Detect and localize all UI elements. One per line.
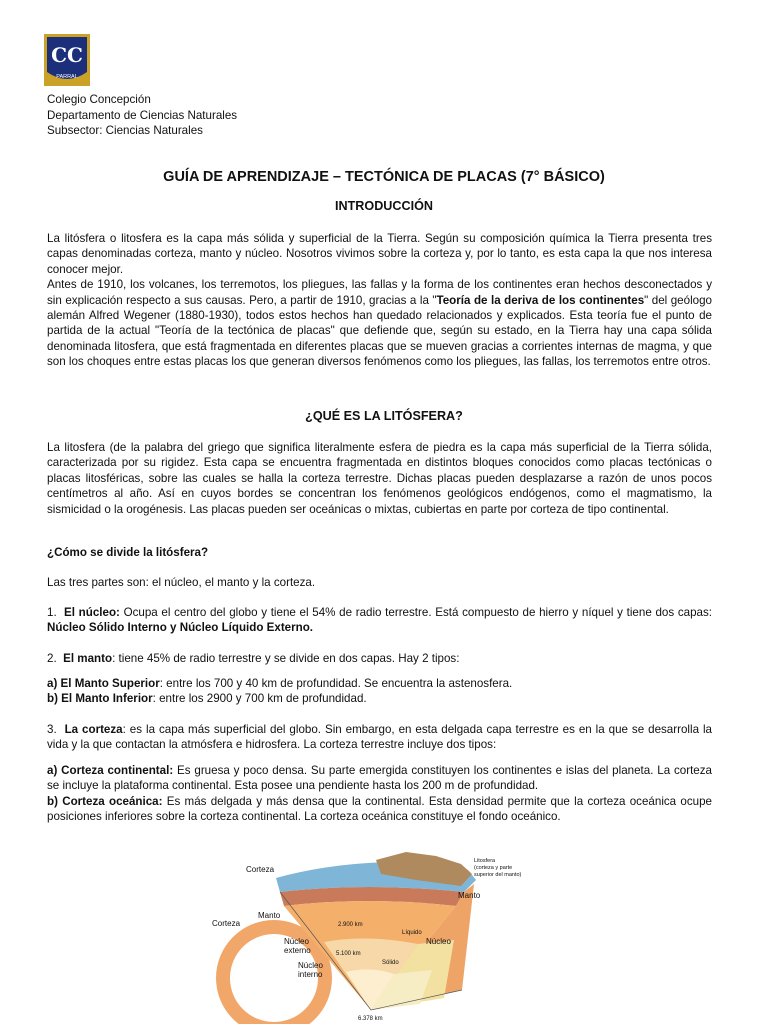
label-nucleo-externo-2: externo	[284, 946, 311, 955]
item-number: 3.	[47, 723, 57, 736]
logo-caption: PARRAL	[56, 74, 78, 80]
intro-p2-c: " del geólogo alemán Alfred Wegener (1880-1930), todos estos hechos han quedado relacionados y explicados. Esta teoría fue el punto de partida de la actual "Teoría de la tectónica de placas" que defiende que, según su estado, en la Tierra hay una capa sólida denominada litosfera, que está fragmentada en diferentes placas que se mueven gracias a corrientes internas de magma, y que son los choques entre estas placas los que generan diversos fenómenos como los pliegues, las fallas, los terremotos entre otros.	[47, 293, 712, 369]
intro-paragraph-2	[47, 277, 712, 369]
manto-item	[47, 651, 712, 666]
manto-text: : tiene 45% de radio terrestre y se divide en dos capas. Hay 2 tipos:	[112, 652, 460, 665]
litosfera-definition: La litosfera (de la palabra del griego que significa literalmente esfera de piedra es la capa más superficial de la Tierra sólida, caracterizada por su rigidez. Esta capa se encuentra fragmentada en distintos bloques conocidos como placas tectónicas o placas litosféricas, sobre las cuales se halla la corteza terrestre. Dichas placas pueden desplazarse a razón de unos pocos centímetros al año. Así en cuyos bordes se concentran los fenómenos geológicos endógenos, como el magmatismo, la sismicidad o la orogénesis. Las placas pueden ser oceánicas o mixtas, cubiertas en parte por corteza de tipo continental.	[47, 441, 712, 516]
wegener-theory: Teoría de la deriva de los continentes	[436, 293, 645, 307]
nucleo-text: Ocupa el centro del globo y tiene el 54% de radio terrestre. Está compuesto de hierro y níquel y tiene dos capas:	[119, 606, 712, 619]
intro-heading: INTRODUCCIÓN	[335, 199, 433, 213]
corteza-continental-text: Es gruesa y poco densa. Su parte emergida constituyen los continentes e islas del planeta. La corteza se incluye la plataforma continental. Esta posee una pendiente hasta los 200 m de profundidad.	[47, 764, 712, 793]
nucleo-layers: Núcleo Sólido Interno y Núcleo Líquido Externo.	[47, 621, 314, 635]
label-litosfera-3: superior del manto)	[474, 872, 522, 878]
corteza-label: La corteza	[64, 723, 123, 736]
label-2900km: 2.900 km	[338, 922, 363, 928]
nucleo-item	[47, 605, 712, 636]
department-name: Departamento de Ciencias Naturales	[47, 108, 238, 122]
corteza-continental-label: a) Corteza continental:	[47, 764, 174, 777]
label-corteza-top: Corteza	[246, 865, 275, 874]
divide-intro: Las tres partes son: el núcleo, el manto y la corteza.	[47, 576, 316, 589]
intro-paragraph-1: La litósfera o litosfera es la capa más sólida y superficial de la Tierra. Según su composición química la Tierra presenta tres capas denominadas corteza, manto y núcleo. Nosotros vivimos sobre la corteza y, por lo tanto, es esta capa la que nos interesa conocer mejor.	[47, 232, 712, 276]
label-liquido: Líquido	[402, 930, 422, 936]
nucleo-label: El núcleo:	[64, 606, 120, 619]
manto-inferior-label: b) El Manto Inferior	[47, 692, 153, 706]
manto-types	[47, 676, 712, 707]
manto-superior-text: : entre los 700 y 40 km de profundidad. Se encuentra la astenosfera.	[159, 677, 513, 690]
manto-label: El manto	[63, 652, 113, 665]
divide-question: ¿Cómo se divide la litósfera?	[47, 546, 209, 559]
label-nucleo-externo: Núcleo	[284, 937, 309, 946]
label-solido: Sólido	[382, 960, 399, 966]
school-name: Colegio Concepción	[47, 93, 151, 106]
intro-p2-a: Antes de 1910, los volcanes, los terremotos, los pliegues, las fallas y la forma de los continentes eran hechos desconectados y sin explicación respecto a sus causas. Pero, a partir de 1910, gracias a la "	[47, 278, 712, 307]
manto-superior-label: a) El Manto Superior	[47, 677, 160, 690]
document-title: GUÍA DE APRENDIZAJE – TECTÓNICA DE PLACAS (7° BÁSICO)	[163, 169, 605, 185]
label-litosfera-2: (corteza y parte	[474, 865, 513, 871]
school-logo	[44, 34, 90, 86]
corteza-types	[47, 763, 712, 825]
item-number: 2.	[47, 652, 57, 665]
subsector-name: Subsector: Ciencias Naturales	[47, 124, 203, 137]
label-nucleo-interno: Núcleo	[298, 961, 323, 970]
label-litosfera: Litosfera	[474, 858, 496, 864]
corteza-oceanica-label: b) Corteza oceánica:	[47, 794, 163, 808]
logo-letters: CC	[51, 43, 83, 67]
label-nucleo-right: Núcleo	[426, 937, 451, 946]
label-manto-left: Manto	[258, 911, 281, 920]
corteza-oceanica-text: Es más delgada y más densa que la continental. Esta densidad permite que la corteza oceánica ocupe posiciones inferiores sobre la corteza continental. La corteza oceánica constituye el fondo oceánico.	[47, 794, 712, 824]
label-nucleo-interno-2: interno	[298, 970, 323, 979]
school-header	[47, 92, 237, 139]
que-es-heading: ¿QUÉ ES LA LITÓSFERA?	[305, 409, 463, 423]
manto-inferior-text: : entre los 2900 y 700 km de profundidad.	[152, 692, 367, 706]
earth-layers-diagram	[206, 850, 546, 1024]
label-6378km: 6.378 km	[358, 1016, 383, 1022]
intro-text	[47, 231, 712, 370]
label-corteza-left: Corteza	[212, 919, 241, 928]
corteza-item	[47, 722, 712, 753]
label-manto-right: Manto	[458, 891, 481, 900]
corteza-text: : es la capa más superficial del globo. Sin embargo, en esta delgada capa terrestre es en la que se desarrolla la vida y la que contactan la atmósfera e hidrosfera. La corteza terrestre incluye dos tipos:	[47, 723, 712, 752]
item-number: 1.	[47, 606, 57, 619]
label-5100km: 5.100 km	[336, 951, 361, 957]
